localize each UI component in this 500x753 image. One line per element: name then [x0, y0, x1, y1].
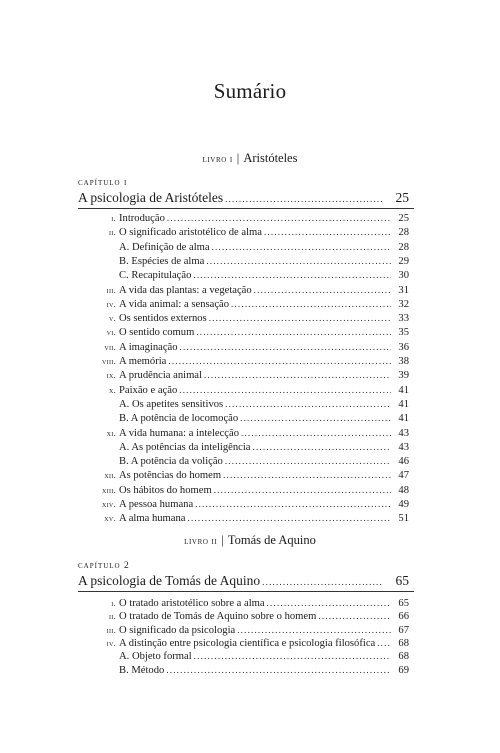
leader-dots	[209, 311, 391, 325]
entry-title: A vida das plantas: a vegetação	[119, 284, 252, 296]
entry-page-number: 38	[398, 356, 409, 367]
chapter-2-label: capítulo 2	[78, 561, 130, 571]
page-title: Sumário	[213, 79, 287, 103]
entry-numeral: xi.	[106, 427, 116, 438]
entry-title: Os sentidos externos	[119, 313, 207, 325]
entry-page-number: 68	[398, 651, 409, 663]
entry-page-number: 31	[398, 284, 409, 296]
toc-entry	[78, 426, 409, 440]
leader-dots	[167, 211, 391, 225]
leader-dots	[318, 609, 391, 623]
entry-page-number: 36	[398, 341, 409, 353]
leader-dots	[180, 340, 391, 354]
entry-title: B. A potência de locomoção	[119, 413, 239, 425]
entry-numeral: iii.	[106, 624, 116, 635]
entry-page-number: 32	[398, 298, 409, 310]
leader-dots	[194, 649, 391, 663]
chapter-2-title-row	[78, 573, 409, 589]
chapter-1-page: 25	[395, 190, 409, 205]
entry-title: A vida humana: a intelecção	[119, 427, 240, 439]
entry-numeral: i.	[111, 598, 116, 608]
toc-entry	[78, 311, 409, 325]
entry-page-number: 66	[398, 611, 409, 623]
livro-2-heading	[0, 533, 500, 548]
entry-numeral: xii.	[104, 470, 116, 481]
toc-entry	[78, 649, 409, 663]
entry-title: Os hábitos do homem	[119, 484, 212, 496]
leader-dots	[225, 454, 391, 468]
entry-numeral: xiv.	[102, 499, 116, 509]
entry-page-number: 49	[398, 499, 409, 510]
entry-title: O significado aristotélico de alma	[119, 227, 262, 239]
toc-entry	[78, 354, 409, 368]
entry-title: A imaginação	[119, 341, 178, 353]
toc-entry	[78, 511, 409, 525]
leader-dots	[264, 225, 391, 239]
leader-dots	[253, 440, 391, 454]
leader-dots	[223, 468, 391, 482]
entry-page-number: 41	[398, 413, 409, 425]
chapter-2-title: A psicologia de Tomás de Aquino	[78, 573, 261, 588]
entry-page-number: 39	[398, 370, 409, 382]
chapter-1-label: capítulo i	[78, 178, 128, 188]
toc-entry	[78, 468, 409, 482]
entry-page-number: 51	[398, 513, 409, 525]
entry-page-number: 43	[398, 427, 409, 439]
entry-page-number: 41	[398, 384, 409, 396]
entry-numeral: ii.	[108, 611, 116, 622]
entry-numeral: xv.	[104, 513, 116, 524]
toc-entry	[78, 623, 409, 637]
leader-dots	[254, 283, 391, 297]
entry-numeral: ii.	[108, 227, 116, 238]
leader-dots	[168, 354, 391, 368]
leader-dots	[240, 411, 391, 425]
toc-entry	[78, 483, 409, 497]
entry-numeral: i.	[111, 213, 116, 223]
entry-title: A alma humana	[119, 513, 186, 525]
leader-dots	[225, 397, 391, 411]
entry-page-number: 25	[398, 213, 409, 224]
entry-page-number: 43	[398, 441, 409, 453]
livro-2-numeral: livro ii	[184, 537, 218, 547]
entry-title: As potências do homem	[119, 470, 222, 482]
leader-dots	[204, 368, 391, 382]
livro-2-name: Tomás de Aquino	[227, 533, 316, 547]
leader-dots	[237, 623, 391, 637]
entry-title: A. Objeto formal	[119, 651, 192, 663]
entry-page-number: 41	[398, 398, 409, 410]
entry-page-number: 67	[398, 624, 409, 636]
toc-entry	[78, 325, 409, 339]
entry-numeral: vii.	[104, 341, 116, 352]
leader-dots	[188, 511, 392, 525]
toc-entry	[78, 636, 409, 650]
leader-dots	[214, 483, 391, 497]
entry-page-number: 33	[398, 313, 409, 325]
toc-entry	[78, 397, 409, 411]
entry-numeral: vi.	[106, 327, 116, 338]
leader-dots	[267, 596, 391, 610]
toc-entry	[78, 368, 409, 382]
entry-title: B. Método	[119, 664, 165, 676]
toc-entry	[78, 211, 409, 225]
chapter-2-rule	[78, 591, 414, 592]
leader-dots	[377, 636, 391, 650]
entry-page-number: 28	[398, 241, 409, 253]
livro-1-heading	[0, 151, 500, 166]
entry-numeral: x.	[108, 384, 116, 395]
entry-numeral: v.	[108, 313, 116, 324]
entry-title: A distinção entre psicologia científica e psicologia filosófica	[119, 637, 376, 649]
livro-1-separator: |	[236, 151, 240, 165]
entry-title: B. A potência da volição	[119, 456, 223, 468]
chapter-1-title: A psicologia de Aristóteles	[78, 190, 224, 205]
toc-entry	[78, 225, 409, 239]
entry-title: O tratado de Tomás de Aquino sobre o homem	[119, 611, 317, 623]
toc-entry	[78, 240, 409, 254]
leader-dots	[225, 194, 383, 204]
entry-numeral: xiii.	[102, 484, 116, 495]
entry-numeral: iv.	[106, 637, 116, 648]
entry-title: O sentido comum	[119, 327, 195, 339]
leader-dots	[195, 497, 391, 511]
toc-entry	[78, 411, 409, 425]
entry-numeral: ix.	[106, 370, 116, 381]
entry-title: A vida animal: a sensação	[119, 298, 230, 310]
entry-title: A prudência animal	[119, 370, 202, 382]
livro-2-separator: |	[221, 533, 224, 547]
entry-numeral: viii.	[102, 356, 116, 366]
entry-page-number: 30	[398, 270, 409, 282]
entry-title: C. Recapitulação	[119, 270, 192, 282]
entry-page-number: 69	[398, 664, 409, 676]
entry-title: Paixão e ação	[119, 384, 178, 396]
toc-entry	[78, 340, 409, 354]
toc-entry	[78, 454, 409, 468]
toc-entry	[78, 268, 409, 282]
entry-page-number: 65	[398, 598, 409, 609]
entry-title: O tratado aristotélico sobre a alma	[119, 598, 265, 609]
entry-page-number: 29	[398, 255, 409, 267]
entry-title: A. Definição de alma	[119, 241, 210, 253]
toc-entry	[78, 596, 409, 610]
entry-title: A. As potências da inteligência	[119, 441, 251, 453]
toc-entry	[78, 297, 409, 311]
toc-entry	[78, 440, 409, 454]
entry-numeral: iii.	[106, 284, 116, 295]
entry-page-number: 68	[398, 637, 409, 649]
entry-page-number: 35	[398, 327, 409, 339]
toc-entry	[78, 663, 409, 677]
chapter-1-title-row	[78, 190, 409, 206]
toc-entry	[78, 383, 409, 397]
leader-dots	[212, 240, 391, 254]
livro-1-numeral: livro i	[202, 155, 233, 165]
leader-dots	[206, 254, 391, 268]
toc-entry	[78, 497, 409, 511]
entry-title: A. Os apetites sensitivos	[119, 398, 224, 410]
leader-dots	[241, 426, 391, 440]
leader-dots	[166, 663, 391, 677]
chapter-1-rule	[78, 208, 414, 209]
entry-title: B. Espécies de alma	[119, 255, 205, 267]
entry-numeral: iv.	[106, 298, 116, 309]
entry-title: O significado da psicologia	[119, 624, 236, 636]
toc-entry	[78, 609, 409, 623]
entry-title: Introdução	[119, 213, 165, 224]
chapter-2-page: 65	[395, 573, 409, 588]
leader-dots	[193, 268, 391, 282]
leader-dots	[196, 325, 391, 339]
leader-dots	[262, 577, 383, 587]
toc-entry	[78, 254, 409, 268]
entry-page-number: 48	[398, 484, 409, 496]
leader-dots	[231, 297, 391, 311]
leader-dots	[179, 383, 391, 397]
entry-page-number: 46	[398, 456, 409, 468]
entry-page-number: 28	[398, 227, 409, 239]
entry-title: A memória	[119, 356, 167, 367]
entry-title: A pessoa humana	[119, 499, 194, 510]
entry-page-number: 47	[398, 470, 409, 482]
toc-entry	[78, 283, 409, 297]
livro-1-name: Aristóteles	[243, 151, 298, 165]
